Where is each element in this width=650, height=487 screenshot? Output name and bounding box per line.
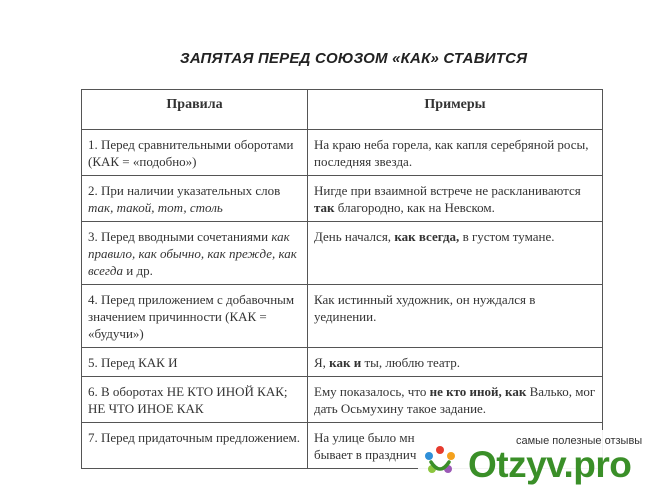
table-row [82, 377, 603, 423]
rule-text: 5. Перед КАК И [88, 355, 178, 370]
example-text: На улице было мн [314, 430, 415, 445]
rule-cell [82, 377, 308, 423]
rule-text: 2. При наличии указательных слов [88, 183, 281, 198]
example-text: Нигде при взаимной встрече не раскланиваются [314, 183, 581, 198]
example-text: Валько, мог дать Осьмухину такое задание. [314, 384, 596, 416]
example-text: ты, люблю театр. [361, 355, 460, 370]
rule-cell [82, 348, 308, 377]
rule-text: 1. Перед сравнительными оборотами (КАК = «подобно») [88, 137, 294, 169]
otzyv-logo-icon [420, 442, 460, 482]
page-title: ЗАПЯТАЯ ПЕРЕД СОЮЗОМ «КАК» СТАВИТСЯ [180, 50, 528, 67]
table-row [82, 348, 603, 377]
rule-cell [82, 130, 308, 176]
example-text: Ему показалось, что [314, 384, 430, 399]
example-text: бывает в празднич [314, 447, 417, 462]
rule-italic-words: так, такой, тот, столь [88, 200, 223, 215]
rule-cell [82, 222, 308, 285]
rule-text: 7. Перед придаточным предложением. [88, 430, 301, 445]
example-cell [308, 130, 603, 176]
example-bold: как и [329, 355, 362, 370]
table-row [82, 176, 603, 222]
rule-text: 6. В оборотах НЕ КТО ИНОЙ КАК; [88, 384, 288, 399]
watermark [418, 430, 650, 487]
example-text: Я, [314, 355, 330, 370]
example-cell [308, 176, 603, 222]
table-row [82, 285, 603, 348]
example-bold: так [314, 200, 335, 215]
table-header-row [82, 90, 603, 130]
example-text: благородно, как на Невском. [334, 200, 495, 215]
watermark-logo[interactable]: Otzyv.pro [468, 444, 632, 485]
rule-cell [82, 285, 308, 348]
example-cell [308, 285, 603, 348]
example-text: День начался, [314, 229, 395, 244]
example-text: На краю неба горела, как капля серебряной росы, последняя звезда. [314, 137, 589, 169]
header-rules: Правила [82, 90, 308, 130]
example-bold: не кто иной, как [429, 384, 527, 399]
rule-cell [82, 176, 308, 222]
example-text: Как истинный художник, он нуждался в уединении. [314, 292, 536, 324]
watermark-tagline: самые полезные отзывы [516, 435, 643, 447]
table-row [82, 222, 603, 285]
rule-text: НЕ ЧТО ИНОЕ КАК [88, 401, 204, 416]
example-cell [308, 377, 603, 423]
rule-text: 3. Перед вводными сочетаниями [88, 229, 272, 244]
example-cell [308, 348, 603, 377]
rule-text: и др. [123, 263, 153, 278]
example-text: в густом тумане. [459, 229, 555, 244]
rule-cell [82, 423, 308, 469]
header-examples: Примеры [308, 90, 603, 130]
rules-table [81, 89, 603, 469]
table-row [82, 130, 603, 176]
example-bold: как всегда, [394, 229, 460, 244]
rule-text: 4. Перед приложением с добавочным значением причинности (КАК = «будучи») [88, 292, 295, 341]
example-cell [308, 222, 603, 285]
rule-italic-words: как правило, как обычно, как прежде, как всегда [88, 229, 297, 278]
